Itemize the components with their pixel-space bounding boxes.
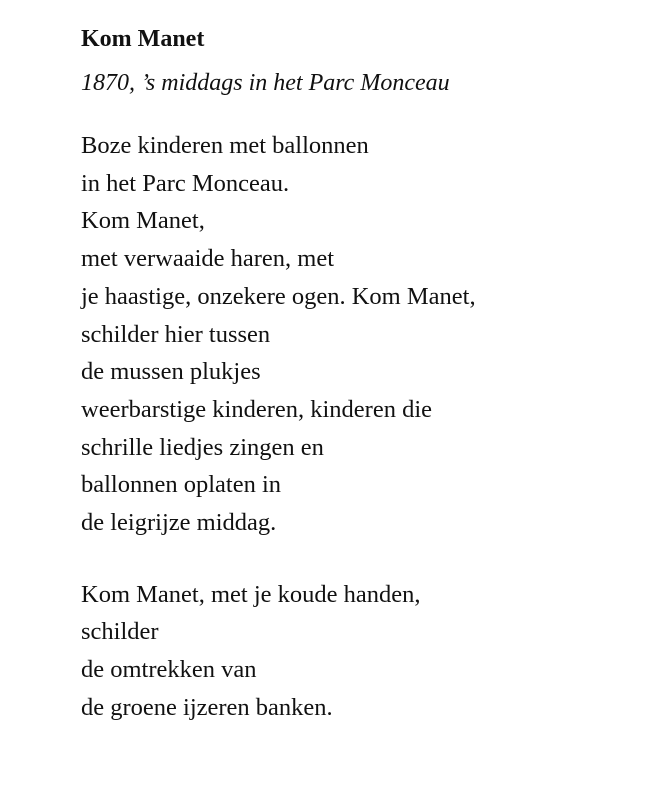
poem-line: de leigrijze middag. — [81, 509, 277, 537]
poem-line: schilder — [81, 618, 159, 646]
poem-line: Kom Manet, met je koude handen, — [81, 580, 421, 608]
poem-line: met verwaaide haren, met — [81, 245, 335, 273]
poem-line: de groene ijzeren banken. — [81, 693, 333, 721]
poem-line: je haastige, onzekere ogen. Kom Manet, — [81, 282, 476, 310]
stanza-1 — [81, 127, 641, 542]
poem-title: Kom Manet — [81, 26, 205, 52]
poem-line: de omtrekken van — [81, 656, 257, 684]
poem-line: weerbarstige kinderen, kinderen die — [81, 395, 433, 423]
poem-line: in het Parc Monceau. — [81, 169, 290, 197]
poem-line: de mussen plukjes — [81, 358, 261, 386]
poem-line: Boze kinderen met ballonnen — [81, 132, 369, 159]
poem-line: schrille liedjes zingen en — [81, 433, 324, 461]
poem-line: ballonnen oplaten in — [81, 471, 282, 499]
poem-page — [81, 22, 641, 727]
poem-line: schilder hier tussen — [81, 320, 271, 348]
stanza-2 — [81, 576, 641, 727]
poem-subtitle: 1870, ’s middags in het Parc Monceau — [81, 70, 450, 96]
poem-line: Kom Manet, — [81, 207, 205, 235]
